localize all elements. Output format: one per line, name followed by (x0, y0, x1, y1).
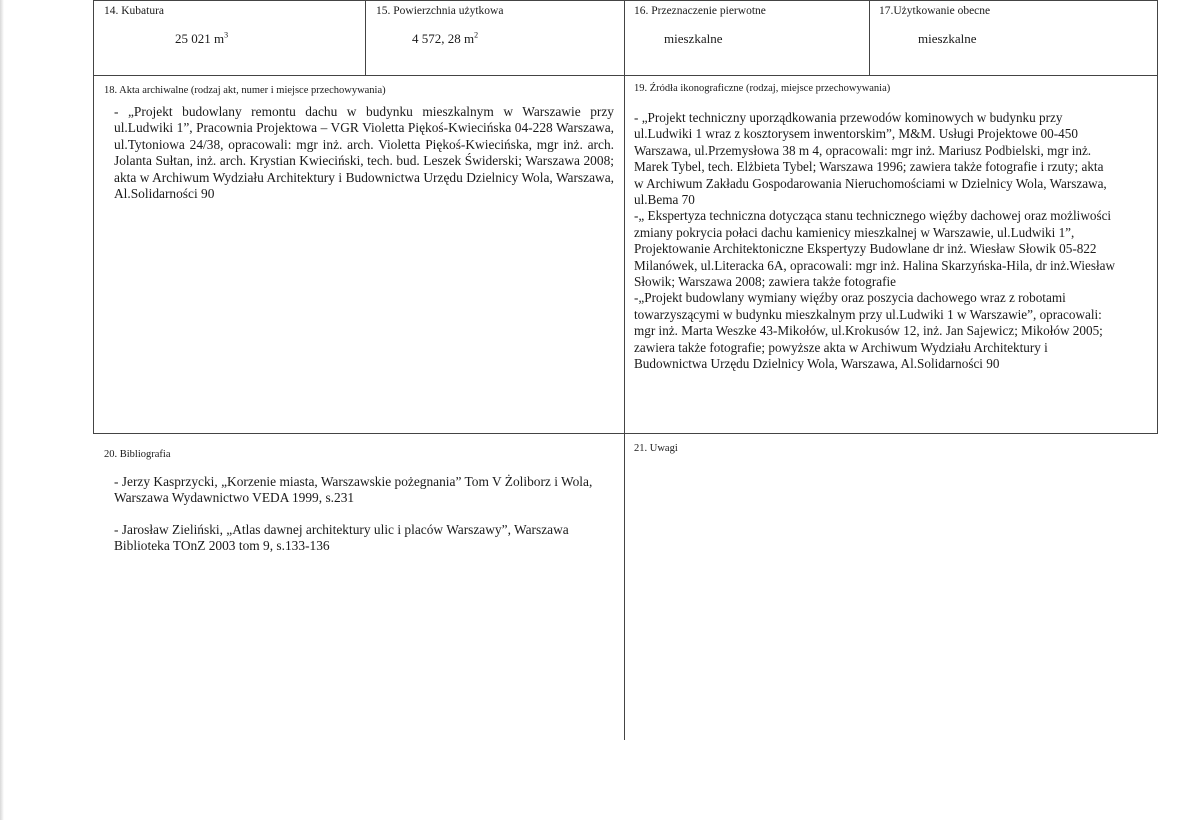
field-18-text: - „Projekt budowlany remontu dachu w budynku mieszkalnym w Warszawie przy ul.Ludwiki 1”, Pracownia Projektowa – VGR Violetta Piękoś-Kwiecińska 04-228 Warszawa, ul.Tytoniowa 24/38, opracowali: mgr inż. arch. Violetta Piękoś-Kwiecińska, mgr inż. arch. Jolanta Sułtan, inż. arch. Krystian Kwieciński, tech. bud. Leszek Świderski; Warszawa 2008; akta w Archiwum Wydziału Architektury i Budownictwa Urzędu Dzielnicy Wola, Warszawa, Al.Solidarności 90 (114, 104, 614, 202)
right-border (1157, 0, 1158, 433)
field-17-label: 17.Użytkowanie obecne (879, 5, 991, 17)
row1-bottom-border (93, 75, 1158, 76)
field-14-label: 14. Kubatura (104, 5, 165, 17)
field-14-value (175, 31, 228, 47)
field-16-value: mieszkalne (664, 31, 723, 46)
powierzchnia-unit-exponent: 2 (474, 30, 479, 40)
field-19-label: 19. Źródła ikonograficzne (rodzaj, miejsce przechowywania) (634, 83, 891, 94)
top-border (93, 0, 1158, 1)
bibliography-item: - Jerzy Kasprzycki, „Korzenie miasta, Warszawskie pożegnania” Tom V Żoliborz i Wola, Warszawa Wydawnictwo VEDA 1999, s.231 (114, 474, 593, 506)
field-18-label: 18. Akta archiwalne (rodzaj akt, numer i miejsce przechowywania) (104, 85, 386, 96)
field-21-label: 21. Uwagi (634, 443, 678, 454)
kubatura-unit-exponent: 3 (224, 30, 229, 40)
field-15-label: 15. Powierzchnia użytkowa (376, 5, 504, 17)
left-border (93, 0, 94, 433)
field-15-value (412, 31, 478, 47)
powierzchnia-value: 4 572, 28 m (412, 31, 475, 46)
field-16-label: 16. Przeznaczenie pierwotne (634, 5, 766, 17)
bibliography-item: - Jarosław Zieliński, „Atlas dawnej architektury ulic i placów Warszawy”, Warszawa Biblioteka TOnZ 2003 tom 9, s.133-136 (114, 522, 569, 554)
divider-14-15 (365, 0, 366, 75)
field-17-value: mieszkalne (918, 31, 977, 46)
scan-edge (0, 0, 4, 820)
divider-16-17 (869, 0, 870, 75)
field-19-text: - „Projekt techniczny uporządkowania przewodów kominowych w budynku przy ul.Ludwiki 1 wraz z kosztorysem inwentorskim”, M&M. Usługi Projektowe 00-450 Warszawa, ul.Przemysłowa 38 m 4, opracowali: mgr inż. Mariusz Podbielski, mgr inż. Marek Tybel, tech. Elżbieta Tybel; Warszawa 1996; zawiera także fotografie i rzuty; akta w Archiwum Zakładu Gospodarowania Nieruchomościami w Dzielnicy Wola, Warszawa, ul.Bema 70 -„ Ekspertyza techniczna dotycząca stanu technicznego więźby dachowej oraz możliwości zmiany pokrycia połaci dachu kamienicy mieszkalnej w Warszawie, ul.Ludwiki 1”, Projektowanie Architektoniczne Ekspertyzy Budowlane dr inż. Wiesław Słowik 05-822 Milanówek, ul.Literacka 6A, opracowali: mgr inż. Halina Skarzyńska-Hila, dr inż.Wiesław Słowik; Warszawa 2008; zawiera także fotografie -„Projekt budowlany wymiany więźby oraz poszycia dachowego wraz z robotami towarzyszącymi w budynku mieszkalnym przy ul.Ludwiki 1 w Warszawie”, opracowali: mgr inż. Marta Weszke 43-Mikołów, ul.Krokusów 12, inż. Jan Sajewicz; Mikołów 2005; zawiera także fotografie; powyższe akta w Archiwum Wydziału Architektury i Budownictwa Urzędu Dzielnicy Wola, Warszawa, Al.Solidarności 90 (634, 110, 1116, 372)
kubatura-value: 25 021 m (175, 31, 225, 46)
center-divider (624, 0, 625, 740)
field-20-label: 20. Bibliografia (104, 449, 171, 460)
row2-bottom-border (93, 433, 1158, 434)
